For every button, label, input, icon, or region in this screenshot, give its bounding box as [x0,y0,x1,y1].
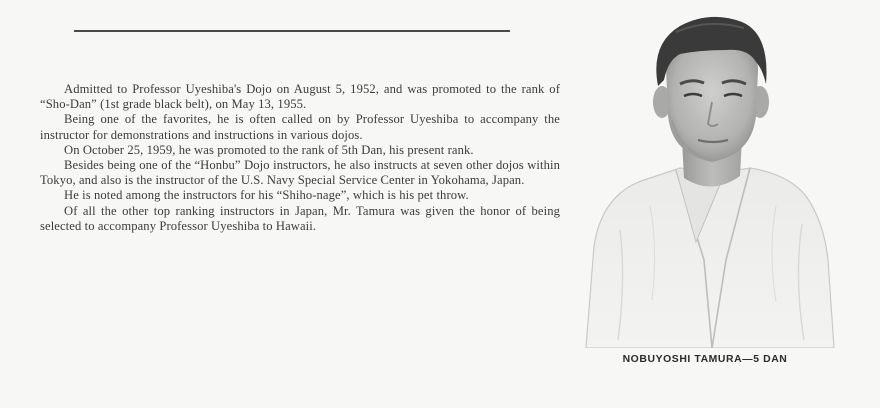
portrait-caption: NOBUYOSHI TAMURA—5 DAN [622,354,788,365]
biography-paragraph: Admitted to Professor Uyeshiba's Dojo on August 5, 1952, and was promoted to the rank of “Sho-Dan” (1st grade black belt), on May 13, 1955. [40,82,560,112]
portrait-photo [580,10,852,348]
biography-paragraph: Being one of the favorites, he is often called on by Professor Uyeshiba to accompany the instructor for demonstrations and instructions in various dojos. [40,112,560,142]
biography-paragraph: On October 25, 1959, he was promoted to the rank of 5th Dan, his present rank. [64,142,474,157]
biography-paragraph: Besides being one of the “Honbu” Dojo instructors, he also instructs at seven other dojos within Tokyo, and also is the instructor of the U.S. Navy Special Service Center in Yokohama, Japan. [40,158,560,188]
biography-text [40,82,560,234]
top-divider-rule [74,30,510,32]
biography-paragraph: He is noted among the instructors for his “Shiho-nage”, which is his pet throw. [64,188,469,203]
biography-paragraph: Of all the other top ranking instructors in Japan, Mr. Tamura was given the honor of being selected to accompany Professor Uyeshiba to Hawaii. [40,203,560,233]
